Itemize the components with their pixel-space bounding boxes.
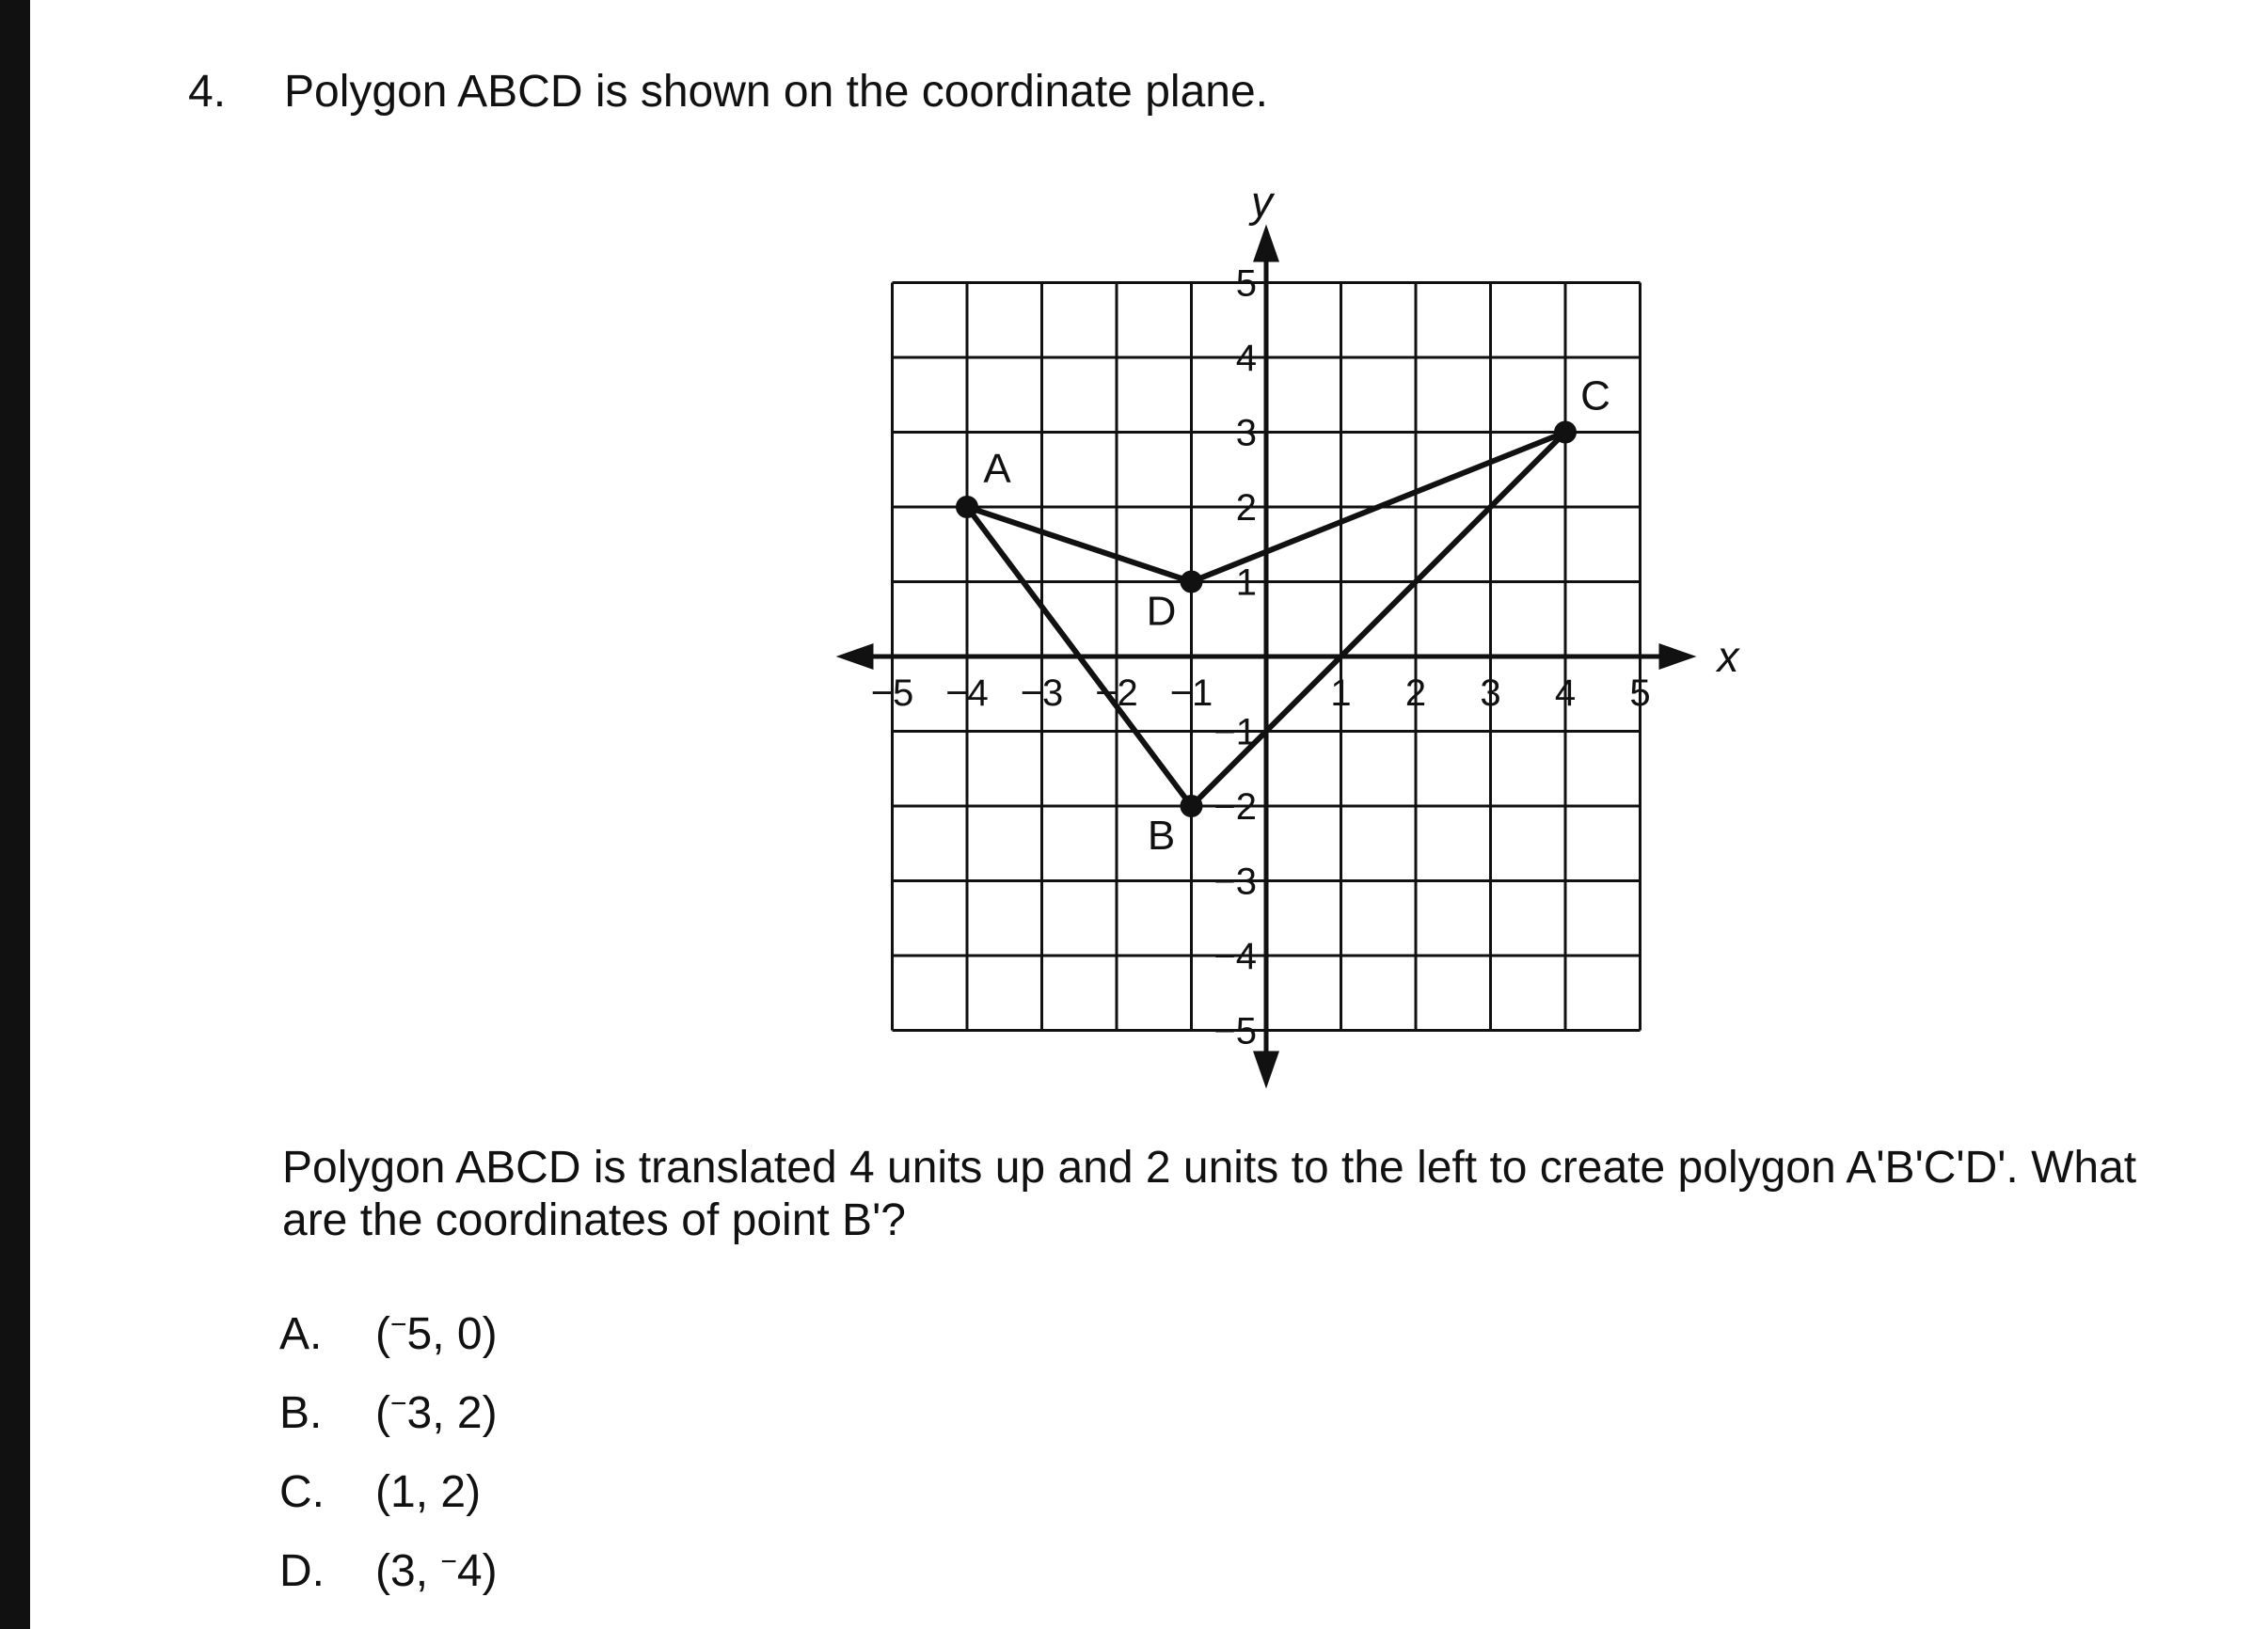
y-axis-label: y <box>1251 177 1273 227</box>
x-tick-label: −4 <box>945 672 989 714</box>
question-body-line-2: are the coordinates of point B'? <box>282 1195 906 1245</box>
answer-choices <box>279 1294 498 1610</box>
x-tick-label: −2 <box>1095 672 1138 714</box>
x-tick-label: 3 <box>1480 672 1501 714</box>
x-axis-arrow-left <box>836 643 874 670</box>
vertex-d <box>1181 571 1203 593</box>
x-tick-label: −3 <box>1020 672 1064 714</box>
x-axis-arrow-right <box>1659 643 1697 670</box>
vertex-b <box>1181 795 1203 817</box>
choice-a[interactable] <box>279 1294 498 1373</box>
choice-b[interactable] <box>279 1373 498 1452</box>
choice-d[interactable] <box>279 1531 498 1610</box>
axes <box>836 178 1741 1089</box>
x-tick-label: 4 <box>1554 672 1577 714</box>
choice-value: (−5, 0) <box>375 1308 498 1359</box>
scan-edge-bar <box>0 0 30 1629</box>
choice-value: (1, 2) <box>375 1466 482 1517</box>
y-tick-label: −5 <box>1213 1010 1257 1052</box>
y-axis-arrow-up <box>1253 225 1279 262</box>
y-tick-label: −3 <box>1213 861 1257 903</box>
y-tick-label: −2 <box>1213 786 1257 828</box>
vertex-label-c: C <box>1580 372 1610 419</box>
vertex-label-d: D <box>1146 588 1177 635</box>
y-tick-label: −1 <box>1213 711 1257 753</box>
choice-value: (−3, 2) <box>375 1387 498 1438</box>
y-tick-label: −4 <box>1213 936 1257 977</box>
y-tick-label: 1 <box>1235 561 1257 604</box>
vertex-c <box>1554 421 1577 444</box>
choice-c[interactable] <box>279 1452 498 1531</box>
x-axis-label: x <box>1717 632 1739 681</box>
vertices <box>956 373 1610 860</box>
x-tick-label: 2 <box>1404 672 1427 714</box>
choice-letter: B. <box>279 1387 323 1438</box>
x-tick-label: 5 <box>1629 672 1651 714</box>
x-tick-label: −1 <box>1169 672 1213 714</box>
choice-value: (3, −4) <box>375 1545 498 1596</box>
y-tick-label: 4 <box>1235 338 1257 379</box>
choice-letter: D. <box>279 1545 325 1596</box>
choice-letter: C. <box>279 1466 325 1517</box>
choice-letter: A. <box>279 1308 323 1359</box>
vertex-label-b: B <box>1147 813 1176 859</box>
y-tick-label: 5 <box>1235 262 1257 305</box>
coordinate-plane <box>809 177 1739 1119</box>
x-tick-label: 1 <box>1330 672 1352 714</box>
y-axis-arrow-down <box>1253 1052 1279 1089</box>
y-tick-label: 3 <box>1235 412 1257 454</box>
y-tick-label: 2 <box>1235 487 1257 529</box>
question-stem: Polygon ABCD is shown on the coordinate plane. <box>284 67 1268 117</box>
question-number: 4. <box>188 67 227 117</box>
vertex-a <box>956 496 978 518</box>
vertex-label-a: A <box>983 446 1011 492</box>
x-tick-label: −5 <box>870 672 914 714</box>
question-body <box>282 1142 2239 1247</box>
question-body-line-1: Polygon ABCD is translated 4 units up and 2 units to the left to create polygon A'B'C'D'. What <box>282 1143 2137 1193</box>
